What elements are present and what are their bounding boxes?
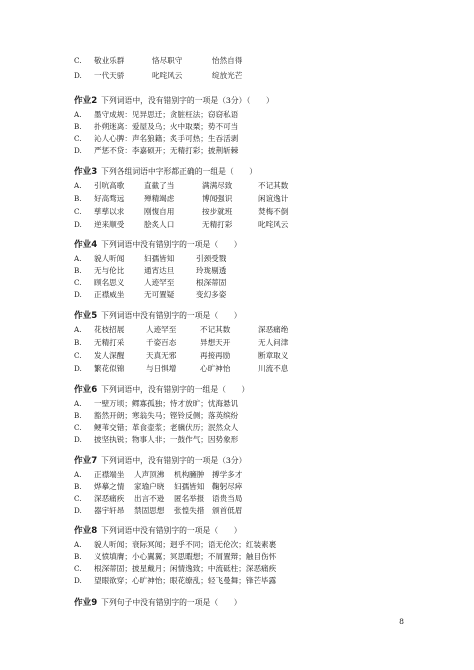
question-label: 作业9 xyxy=(74,598,98,608)
option-item: 繁花似锦 xyxy=(94,364,125,373)
option-letter: C. xyxy=(74,134,82,143)
option-item: 引颈受戮 xyxy=(196,254,227,263)
option-item: 妇孺皆知 xyxy=(174,482,205,491)
option-item: 花枝招展 xyxy=(94,325,125,334)
option-item: 叱咤风云 xyxy=(152,71,183,80)
option-item: 断章取义 xyxy=(258,351,289,360)
option-letter-d: D. xyxy=(74,71,82,80)
option-item: 机构臃肿 xyxy=(174,470,205,479)
question-text: 下列句子中没有错别字的一项是（ ） xyxy=(101,598,242,607)
option-b: 义愤填膺；小心翼翼；冥思暇想；不屑置辩；触目伤怀 xyxy=(94,552,277,561)
option-item: 人迹罕至 xyxy=(146,325,177,334)
question-9 xyxy=(74,598,242,608)
option-item: 焚梅不倒 xyxy=(258,207,289,216)
question-4 xyxy=(74,240,242,250)
option-item: 语贵当局 xyxy=(212,494,243,503)
option-letter: A. xyxy=(74,399,82,408)
option-d: 披坚执锐；物事人非；一鼓作气；因势象形 xyxy=(94,435,239,444)
option-c: 沁人心脾：声名狼籍；炙手可热；生吞活剥 xyxy=(94,134,239,143)
option-letter: B. xyxy=(74,338,82,347)
option-letter: A. xyxy=(74,540,82,549)
option-item: 不记其数 xyxy=(258,181,289,190)
option-letter: D. xyxy=(74,364,82,373)
option-item: 怡然自得 xyxy=(212,56,243,65)
option-letter: C. xyxy=(74,423,82,432)
option-item: 无与伦比 xyxy=(94,266,125,275)
option-item: 心旷神怡 xyxy=(200,364,231,373)
option-item: 引吭高歌 xyxy=(94,181,125,190)
option-letter: D. xyxy=(74,290,82,299)
option-item: 绽放光芒 xyxy=(212,71,243,80)
page-number: 8 xyxy=(399,617,404,626)
option-letter: B. xyxy=(74,482,82,491)
option-item: 殚精竭虑 xyxy=(144,194,175,203)
question-text: 下列词语中，没有错别字的一项是（3分）（ ） xyxy=(101,96,274,105)
option-letter: D. xyxy=(74,576,82,585)
option-a: 墨守成规：见异思迁；贪脏枉法；窃窃私语 xyxy=(94,110,239,119)
option-letter: C. xyxy=(74,278,82,287)
question-label: 作业7 xyxy=(74,456,98,466)
option-item: 一代天骄 xyxy=(94,71,125,80)
option-item: 颁首低眉 xyxy=(212,506,243,515)
option-item: 玲珑剔透 xyxy=(196,266,227,275)
question-8 xyxy=(74,526,242,536)
option-item: 深恶痛疾 xyxy=(94,494,125,503)
option-d: 望眼欲穿；心旷神怡；眼花缭乱；轻飞曼舞；锋芒毕露 xyxy=(94,576,277,585)
option-letter: D. xyxy=(74,506,82,515)
option-item: 通宵达旦 xyxy=(144,266,175,275)
option-item: 烨摹之情 xyxy=(94,482,125,491)
option-letter: D. xyxy=(74,220,82,229)
option-item: 闲谊逸计 xyxy=(258,194,289,203)
question-text: 下列词语中没有错别字的一项是（ ） xyxy=(101,526,242,535)
option-item: 出言不逊 xyxy=(134,494,165,503)
option-item: 天真无邪 xyxy=(146,351,177,360)
option-item: 顾名思义 xyxy=(94,278,125,287)
option-item: 不记其数 xyxy=(200,325,231,334)
option-letter: C. xyxy=(74,494,82,503)
option-item: 异想天开 xyxy=(200,338,231,347)
option-item: 搏学多才 xyxy=(212,470,243,479)
option-letter: B. xyxy=(74,552,82,561)
option-letter: A. xyxy=(74,325,82,334)
question-label: 作业6 xyxy=(74,385,98,395)
option-item: 与日惧增 xyxy=(146,364,177,373)
option-item: 人迹罕至 xyxy=(144,278,175,287)
option-a: 一壁万顷；鳏寡孤独；恃才放旷；忧海悬讥 xyxy=(94,399,239,408)
option-item: 发人深醒 xyxy=(94,351,125,360)
question-5 xyxy=(74,311,242,321)
option-item: 鞠躬尽瘁 xyxy=(212,482,243,491)
option-item: 正襟端坐 xyxy=(94,470,125,479)
question-text: 下列词语中，没有错别字的一组是（ ） xyxy=(101,385,250,394)
question-text: 下列词语中没有错别字的一项是（ ） xyxy=(101,240,242,249)
option-item: 妇孺皆知 xyxy=(144,254,175,263)
question-label: 作业4 xyxy=(74,240,98,250)
option-letter: A. xyxy=(74,470,82,479)
option-item: 孳孳以求 xyxy=(94,207,125,216)
option-c: 根深蒂固；披星戴月；闲情逸致；中流砥柱；深恶痛疾 xyxy=(94,564,277,573)
option-b: 扑朔迷离：爱屋及乌；火中取栗；势不可当 xyxy=(94,122,239,131)
option-item: 根深蒂固 xyxy=(196,278,227,287)
option-item: 无人问津 xyxy=(258,338,289,347)
option-item: 刚愎自用 xyxy=(144,207,175,216)
question-6 xyxy=(74,385,249,395)
option-item: 器宇轩昂 xyxy=(94,506,125,515)
question-3 xyxy=(74,167,257,177)
option-letter: A. xyxy=(74,181,82,190)
question-label: 作业2 xyxy=(74,96,98,106)
question-7 xyxy=(74,456,246,466)
question-text: 下列各组词语中字形都正确的一组是（ ） xyxy=(101,167,258,176)
option-letter: A. xyxy=(74,110,82,119)
option-item: 再接再励 xyxy=(200,351,231,360)
option-letter: D. xyxy=(74,146,82,155)
option-item: 千姿百态 xyxy=(146,338,177,347)
option-item: 无精打彩 xyxy=(202,220,233,229)
option-item: 人声顶沸 xyxy=(134,470,165,479)
option-letter: B. xyxy=(74,122,82,131)
option-item: 博闻强识 xyxy=(202,194,233,203)
option-letter: C. xyxy=(74,207,82,216)
option-item: 川流不息 xyxy=(258,364,289,373)
option-item: 按步就班 xyxy=(202,207,233,216)
option-item: 叱咤风云 xyxy=(258,220,289,229)
option-item: 无精打采 xyxy=(94,338,125,347)
option-item: 家瑜户晓 xyxy=(134,482,165,491)
option-item: 敬业乐群 xyxy=(94,56,125,65)
option-letter: C. xyxy=(74,564,82,573)
option-d: 严惩不贷：李嘉硕开；无精打彩；披荆斩棘 xyxy=(94,146,239,155)
option-item: 脍炙人口 xyxy=(144,220,175,229)
option-letter: B. xyxy=(74,266,82,275)
option-item: 直截了当 xyxy=(144,181,175,190)
option-item: 无可置疑 xyxy=(144,290,175,299)
question-2 xyxy=(74,96,274,106)
option-letter: D. xyxy=(74,435,82,444)
option-item: 张惶失措 xyxy=(174,506,205,515)
option-b: 豁然开朗；寒翁失马；铿铃反侧；落英缤纷 xyxy=(94,411,239,420)
option-item: 逆来顺受 xyxy=(94,220,125,229)
question-label: 作业8 xyxy=(74,526,98,536)
option-item: 禁固思想 xyxy=(134,506,165,515)
option-item: 深恶痛绝 xyxy=(258,325,289,334)
option-item: 变幻多姿 xyxy=(196,290,227,299)
option-letter: B. xyxy=(74,194,82,203)
option-letter: A. xyxy=(74,254,82,263)
question-label: 作业5 xyxy=(74,311,98,321)
option-item: 恪尽职守 xyxy=(152,56,183,65)
option-c: 鲠苇交错；革食壶浆；老骥伏历；泯然众人 xyxy=(94,423,239,432)
option-item: 满满尽致 xyxy=(202,181,233,190)
question-text: 下列词语中没有错别字的一项是（ ） xyxy=(101,311,242,320)
option-a: 貌人听闻；衰际冥闻；迥乎不同；语无伦次；红装素裹 xyxy=(94,540,277,549)
question-label: 作业3 xyxy=(74,167,98,177)
question-text: 下列词语中，没有错别字的一项是（3分） xyxy=(101,456,247,465)
option-item: 正襟威坐 xyxy=(94,290,125,299)
option-letter-c: C. xyxy=(74,56,82,65)
option-letter: C. xyxy=(74,351,82,360)
option-item: 貌人听闻 xyxy=(94,254,125,263)
option-item: 好高骛远 xyxy=(94,194,125,203)
option-letter: B. xyxy=(74,411,82,420)
option-item: 匿名举报 xyxy=(174,494,205,503)
